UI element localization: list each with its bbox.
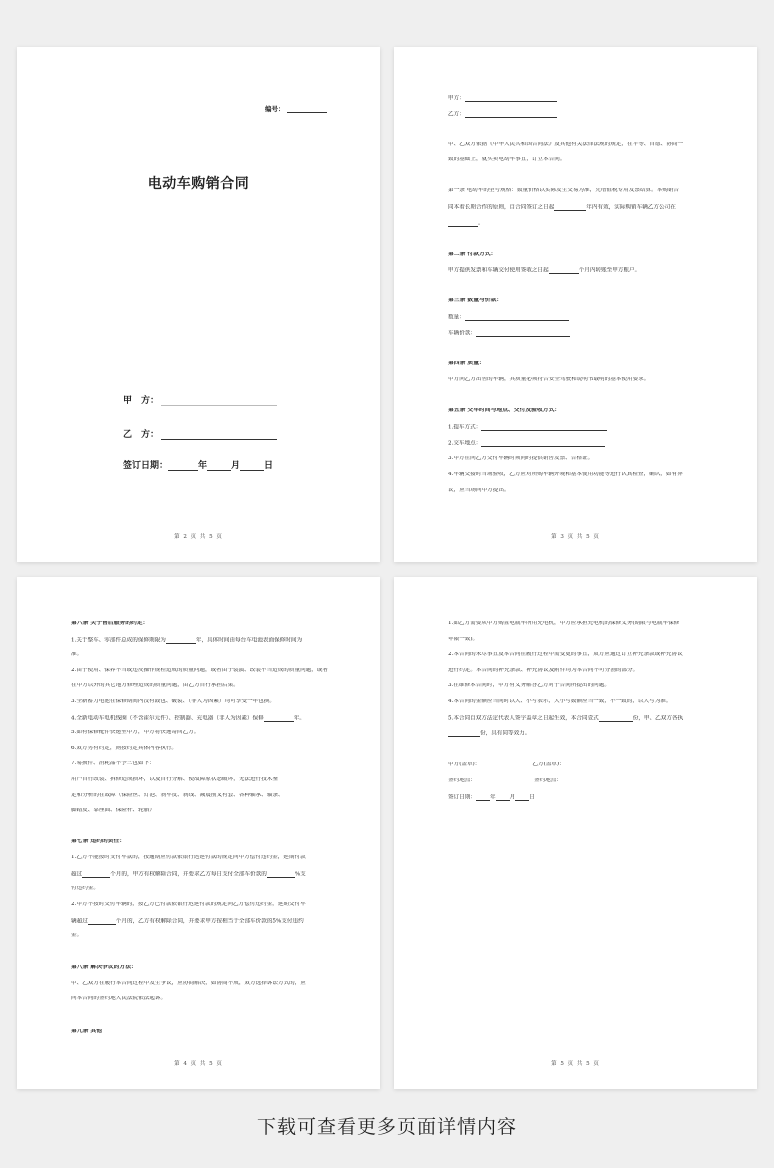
text-line: 同本着长期合作的原则，自合同签订之日起 年内有效，实际购销车辆乙方公司在 (448, 204, 676, 211)
text-line: 1.提车方式： (448, 424, 717, 431)
month-blank (207, 460, 231, 471)
text-line: 3.全新蓄力电池在保修期间内没有鼓包、破裂、（非人为因素）均可享受一年包换。 (71, 699, 275, 704)
party-a-line (123, 393, 277, 406)
page-footer: 第 5 页 共 5 页 (551, 1061, 600, 1067)
text-line: 甲方： (448, 95, 717, 102)
section-heading: 第五条 交车时间与地点、交付及验收方式： (448, 408, 561, 413)
document-title: 电动车购销合同 (147, 176, 250, 192)
section-heading: 第九条 其他 (71, 1029, 103, 1034)
page-footer: 第 3 页 共 5 页 (551, 534, 600, 540)
party-b-blank (161, 429, 277, 440)
text-line: 甲、乙双方依据《中华人民共和国合同法》及其他有关法律法规的规定，在平等、自愿、协商一 (448, 142, 683, 147)
section-heading: 第二条 付款方式： (448, 252, 497, 257)
section-heading: 第七条 违约的责任： (71, 839, 126, 844)
section-heading: 第三条 数量与价款： (448, 298, 503, 303)
text-line: 2.由于使用、保养不当或违反操作规程造成的质量问题，或者由于装潢、改装不当造成的质量问题，或者 (71, 668, 329, 673)
section-heading: 第四条 质量： (448, 361, 485, 366)
text-line: 第一条 电动车的型号规格：数量价格以实际发生交易为准，凭增值税专用发票结算。本购销合 (448, 188, 680, 193)
text-line: 乙方： (448, 111, 717, 118)
text-line: 向本合同的签约地人民法院依法起诉。 (71, 996, 167, 1001)
text-line: 甲、乙双方在履行本合同过程中发生争议，应协商解决，如协商不成，双方选择诉讼方式的，应 (71, 981, 306, 986)
party-a-label: 甲 方： (123, 396, 160, 406)
sign-date-line (123, 458, 273, 471)
text-line: 致的基础上，就买卖电动车事宜，订立本合同。 (448, 157, 566, 162)
year-label: 年 (198, 461, 208, 471)
day-blank (240, 460, 264, 471)
text-line: 金。 (71, 933, 83, 938)
text-line: 付违约金。 (71, 886, 99, 891)
text-line: 7.易损件、消耗品不予三包如下： (71, 761, 155, 766)
text-line: 准。 (71, 652, 83, 657)
text-line: 超过 个月的，甲方有权解除合同，并要求乙方每日支付全部车价款的 %支 (71, 871, 306, 878)
text-line: 数量： (448, 314, 717, 321)
text-line: 车辆价款： (448, 330, 717, 337)
text-line: 份，具有同等效力。 (448, 730, 717, 737)
text-line: 2.交车地点： (448, 440, 717, 447)
signature-date-line: 签订日期： 年 月 日 (448, 794, 535, 801)
text-line: 定和分析的在故障（保险丝、灯泡、刹车皮、刹线、减震前叉衬套、各种轴承、辐条、 (71, 793, 284, 798)
year-blank (168, 460, 198, 471)
sign-date-label: 签订日期： (123, 461, 169, 471)
text-line: 在甲方以外的其它地方修理造成的质量问题，由乙方自行承担后果。 (71, 683, 239, 688)
text-line: 甲方提供发票和车辆交付使用签收之日起 个月内转账至甲方账户。 (448, 267, 641, 274)
text-line: 5.如有保修配件快递至甲方，甲方将快递寄回乙方。 (71, 730, 200, 735)
text-line: 4.全新电动车电机线圈（不含霍尔元件）、控制器、充电器（非人为因素）保修 年。 (71, 715, 305, 722)
download-caption: 下载可查看更多页面详情内容 (256, 1116, 517, 1138)
page-footer: 第 2 页 共 5 页 (174, 534, 223, 540)
month-label: 月 (231, 461, 241, 471)
party-b-line (123, 427, 277, 440)
document-page-4 (17, 577, 380, 1089)
text-line: 1.乙方不能按时支付车款的，按逾期应付款依银行迟延付款的规定向甲方偿付违约金，延期付款 (71, 855, 306, 860)
text-line: 。 (448, 220, 717, 227)
party-a-blank (161, 395, 277, 406)
text-line: 1.关于整车、零部件总成的保修期限为 年，具体时间由每台车电池表面保修时间为 (71, 637, 303, 644)
section-heading: 第八条 解决争议的方法： (71, 965, 137, 970)
day-label: 日 (264, 461, 274, 471)
text-line: 2.本合同的未尽事宜及本合同在履行过程中需变更的事宜，双方应通过订立补充条款或补充协议 (448, 652, 683, 657)
signature-line: 签约地点： 签约地点： (448, 778, 562, 783)
text-line: 6.双方另有约定，则按约定具体内容执行。 (71, 746, 178, 751)
document-page-3 (394, 47, 757, 562)
serial-label: 编号： (265, 105, 285, 113)
text-line: 3.在维修本合同时，甲方有义务解答乙方对于合同所提出的问题。 (448, 683, 610, 688)
text-line: 进行约定。本合同的补充条款、补充协议及附件均为本合同不可分割的部分。 (448, 668, 639, 673)
text-line: 脚踏皮、靠座面、保险杆、轮胎） (71, 808, 155, 813)
serial-blank (287, 105, 327, 113)
party-b-label: 乙 方： (123, 430, 160, 440)
text-line: 2.甲方不按时交付车辆的，按乙方已付款依银行迟延付款的规定向乙方偿付违约金，延期交付车 (71, 902, 306, 907)
section-heading: 第六条 关于售后服务的约定： (71, 621, 149, 626)
text-line: 5.本合同自双方法定代表人签字盖章之日起生效，本合同壹式 份，甲、乙双方各执 (448, 715, 684, 722)
document-page-5 (394, 577, 757, 1089)
text-line: 甲方向乙方出售的车辆，其质量必须符合安全驾驶和说明书载明的基本使用要求。 (448, 377, 650, 382)
serial-number (265, 104, 327, 113)
document-page-cover (17, 47, 380, 562)
text-line: 议，应当场向甲方提出。 (448, 488, 510, 493)
text-line: 1.如乙方需要从甲方购置电瓶车所用充电机，甲方应承担充电机的保修义务(期限与电瓶车保修 (448, 621, 680, 626)
text-line: 用户自行改装、拆修造成损坏，以及自行分解、使故障原状态破坏，无法进行技术鉴 (71, 777, 278, 782)
signature-line: 甲方(盖章)： 乙方(盖章)： (448, 762, 565, 767)
text-line: 4.车辆交接时当场验收，乙方应对所购车辆外观和基本使用功能等进行认真检查，确认，如有异 (448, 472, 683, 477)
text-line: 3.甲方在向乙方交付车辆时须同时提供销售发票、合格证。 (448, 456, 594, 461)
text-line: 年限一致)。 (448, 637, 479, 642)
text-line: 4.本合同的金额应当同时以大、小写表示，大小写数额应当一致，不一致的，以大写为准。 (448, 699, 672, 704)
text-line: 辆超过 个月的，乙方有权解除合同，并要求甲方按相当于全部车价款的5%支付违约 (71, 918, 304, 925)
page-footer: 第 4 页 共 5 页 (174, 1061, 223, 1067)
